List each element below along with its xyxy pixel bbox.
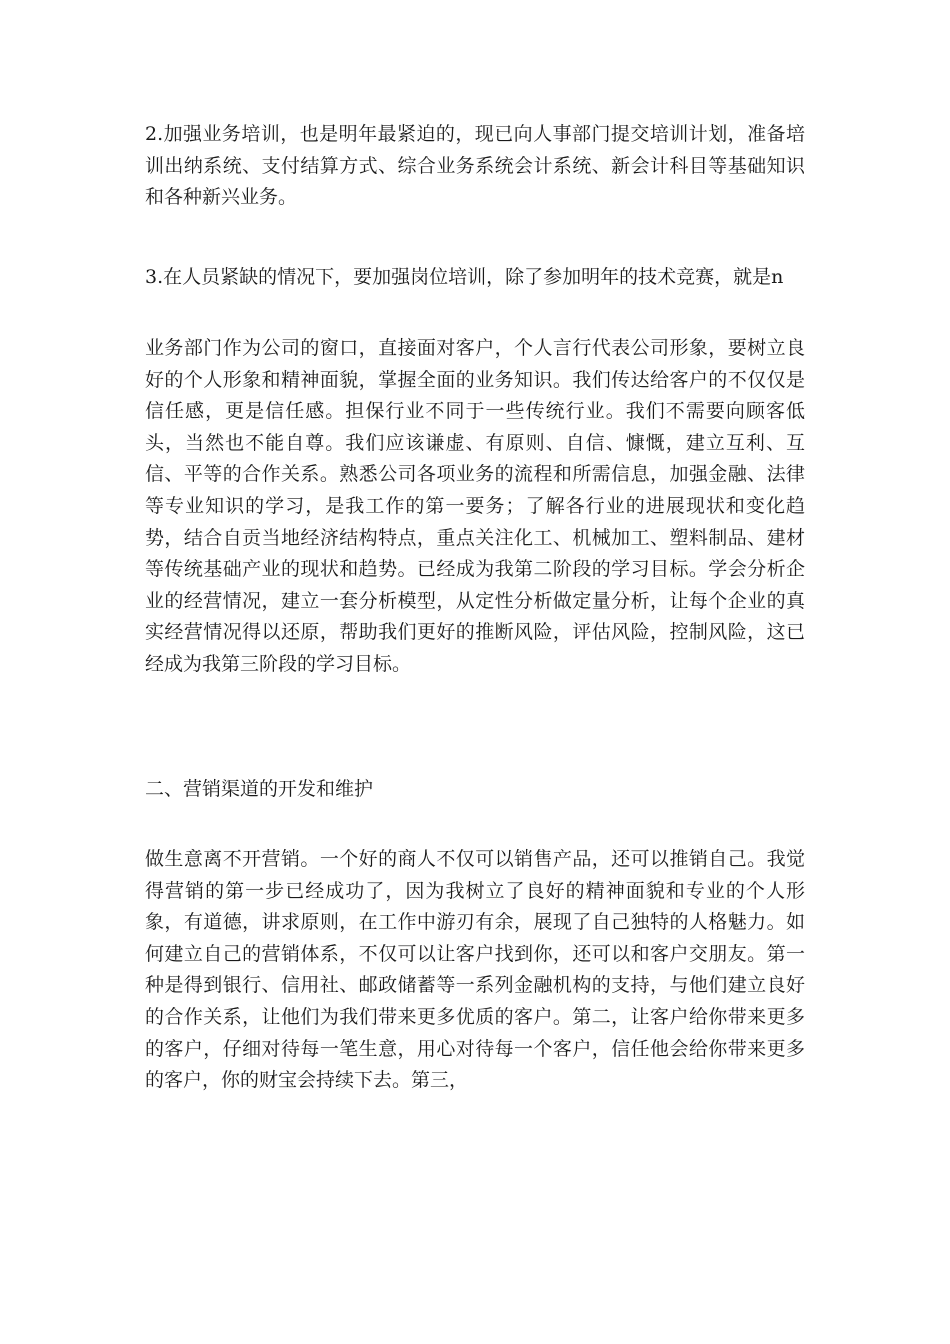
paragraph-post-training: 3.在人员紧缺的情况下，要加强岗位培训，除了参加明年的技术竞赛，就是n <box>145 266 784 288</box>
paragraph-business-department: 业务部门作为公司的窗口，直接面对客户，个人言行代表公司形象，要树立良好的个人形象和精神面貌，掌握全面的业务知识。我们传达给客户的不仅仅是信任感，更是信任感。担保行业不同于一些传统行业。我们不需要向顾客低头，当然也不能自尊。我们应该谦虚、有原则、自信、慷慨，建立互利、互信、平等的合作关系。熟悉公司各项业务的流程和所需信息，加强金融、法律等专业知识的学习，是我工作的第一要务；了解各行业的进展现状和变化趋势，结合自贡当地经济结构特点，重点关注化工、机械加工、塑料制品、建材等传统基础产业的现状和趋势。已经成为我第二阶段的学习目标。学会分析企业的经营情况，建立一套分析模型，从定性分析做定量分析，让每个企业的真实经营情况得以还原，帮助我们更好的推断风险，评估风险，控制风险，这已经成为我第三阶段的学习目标。 <box>145 337 805 675</box>
paragraph-marketing: 做生意离不开营销。一个好的商人不仅可以销售产品，还可以推销自己。我觉得营销的第一步已经成功了，因为我树立了良好的精神面貌和专业的个人形象，有道德，讲求原则，在工作中游刃有余，展现了自己独特的人格魅力。如何建立自己的营销体系，不仅可以让客户找到你，还可以和客户交朋友。第一种是得到银行、信用社、邮政储蓄等一系列金融机构的支持，与他们建立良好的合作关系，让他们为我们带来更多优质的客户。第二，让客户给你带来更多的客户，仔细对待每一笔生意，用心对待每一个客户，信任他会给你带来更多的客户，你的财宝会持续下去。第三， <box>145 848 805 1092</box>
section-heading-marketing-channels: 二、营销渠道的开发和维护 <box>145 778 374 800</box>
paragraph-training-plan: 2.加强业务培训，也是明年最紧迫的，现已向人事部门提交培训计划，准备培训出纳系统、支付结算方式、综合业务系统会计系统、新会计科目等基础知识和各种新兴业务。 <box>145 123 805 209</box>
